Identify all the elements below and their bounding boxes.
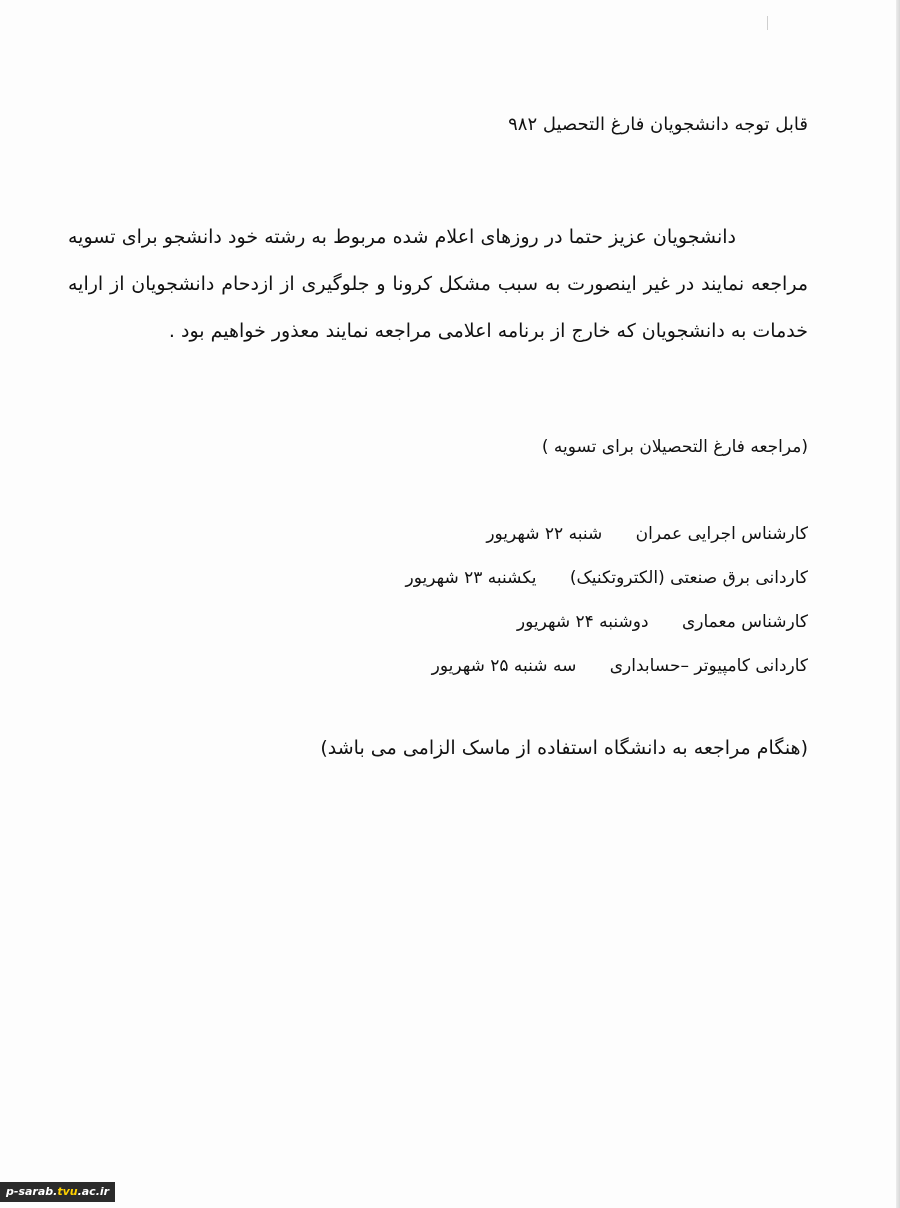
- section-heading: (مراجعه فارغ التحصیلان برای تسویه ): [541, 437, 808, 457]
- schedule-date: سه شنبه ۲۵ شهریور: [431, 656, 577, 676]
- page-edge: [896, 0, 900, 1208]
- mask-note: (هنگام مراجعه به دانشگاه استفاده از ماسک الزامی می باشد): [320, 737, 808, 759]
- schedule-row: [248, 512, 808, 556]
- schedule-date: شنبه ۲۲ شهریور: [486, 524, 603, 544]
- site-watermark-link[interactable]: [0, 1182, 115, 1202]
- schedule-program: کارشناس اجرایی عمران: [635, 524, 808, 544]
- schedule-row: [248, 556, 808, 600]
- schedule-row: [248, 600, 808, 644]
- schedule-program: کاردانی کامپیوتر –حسابداری: [609, 656, 808, 676]
- schedule-date: یکشنبه ۲۳ شهریور: [405, 568, 537, 588]
- scan-mark: [767, 16, 772, 30]
- notice-title: قابل توجه دانشجویان فارغ التحصیل ۹۸۲: [508, 114, 808, 135]
- watermark-suffix: .ac.ir: [77, 1185, 110, 1198]
- watermark-accent: tvu: [57, 1185, 78, 1198]
- notice-paragraph: دانشجویان عزیز حتما در روزهای اعلام شده مربوط به رشته خود دانشجو برای تسویه مراجعه نمایند در غیر اینصورت به سبب مشکل کرونا و جلوگیری از ازدحام دانشجویان از ارایه خدمات به دانشجویان که خارج از برنامه اعلامی مراجعه نمایند معذور خواهیم بود .: [68, 226, 808, 342]
- schedule-program: کاردانی برق صنعتی (الکتروتکنیک): [569, 568, 808, 588]
- schedule-list: [248, 512, 808, 688]
- watermark-prefix: p-sarab.: [6, 1185, 58, 1198]
- schedule-date: دوشنبه ۲۴ شهریور: [516, 612, 649, 632]
- schedule-program: کارشناس معماری: [681, 612, 808, 632]
- schedule-row: [248, 644, 808, 688]
